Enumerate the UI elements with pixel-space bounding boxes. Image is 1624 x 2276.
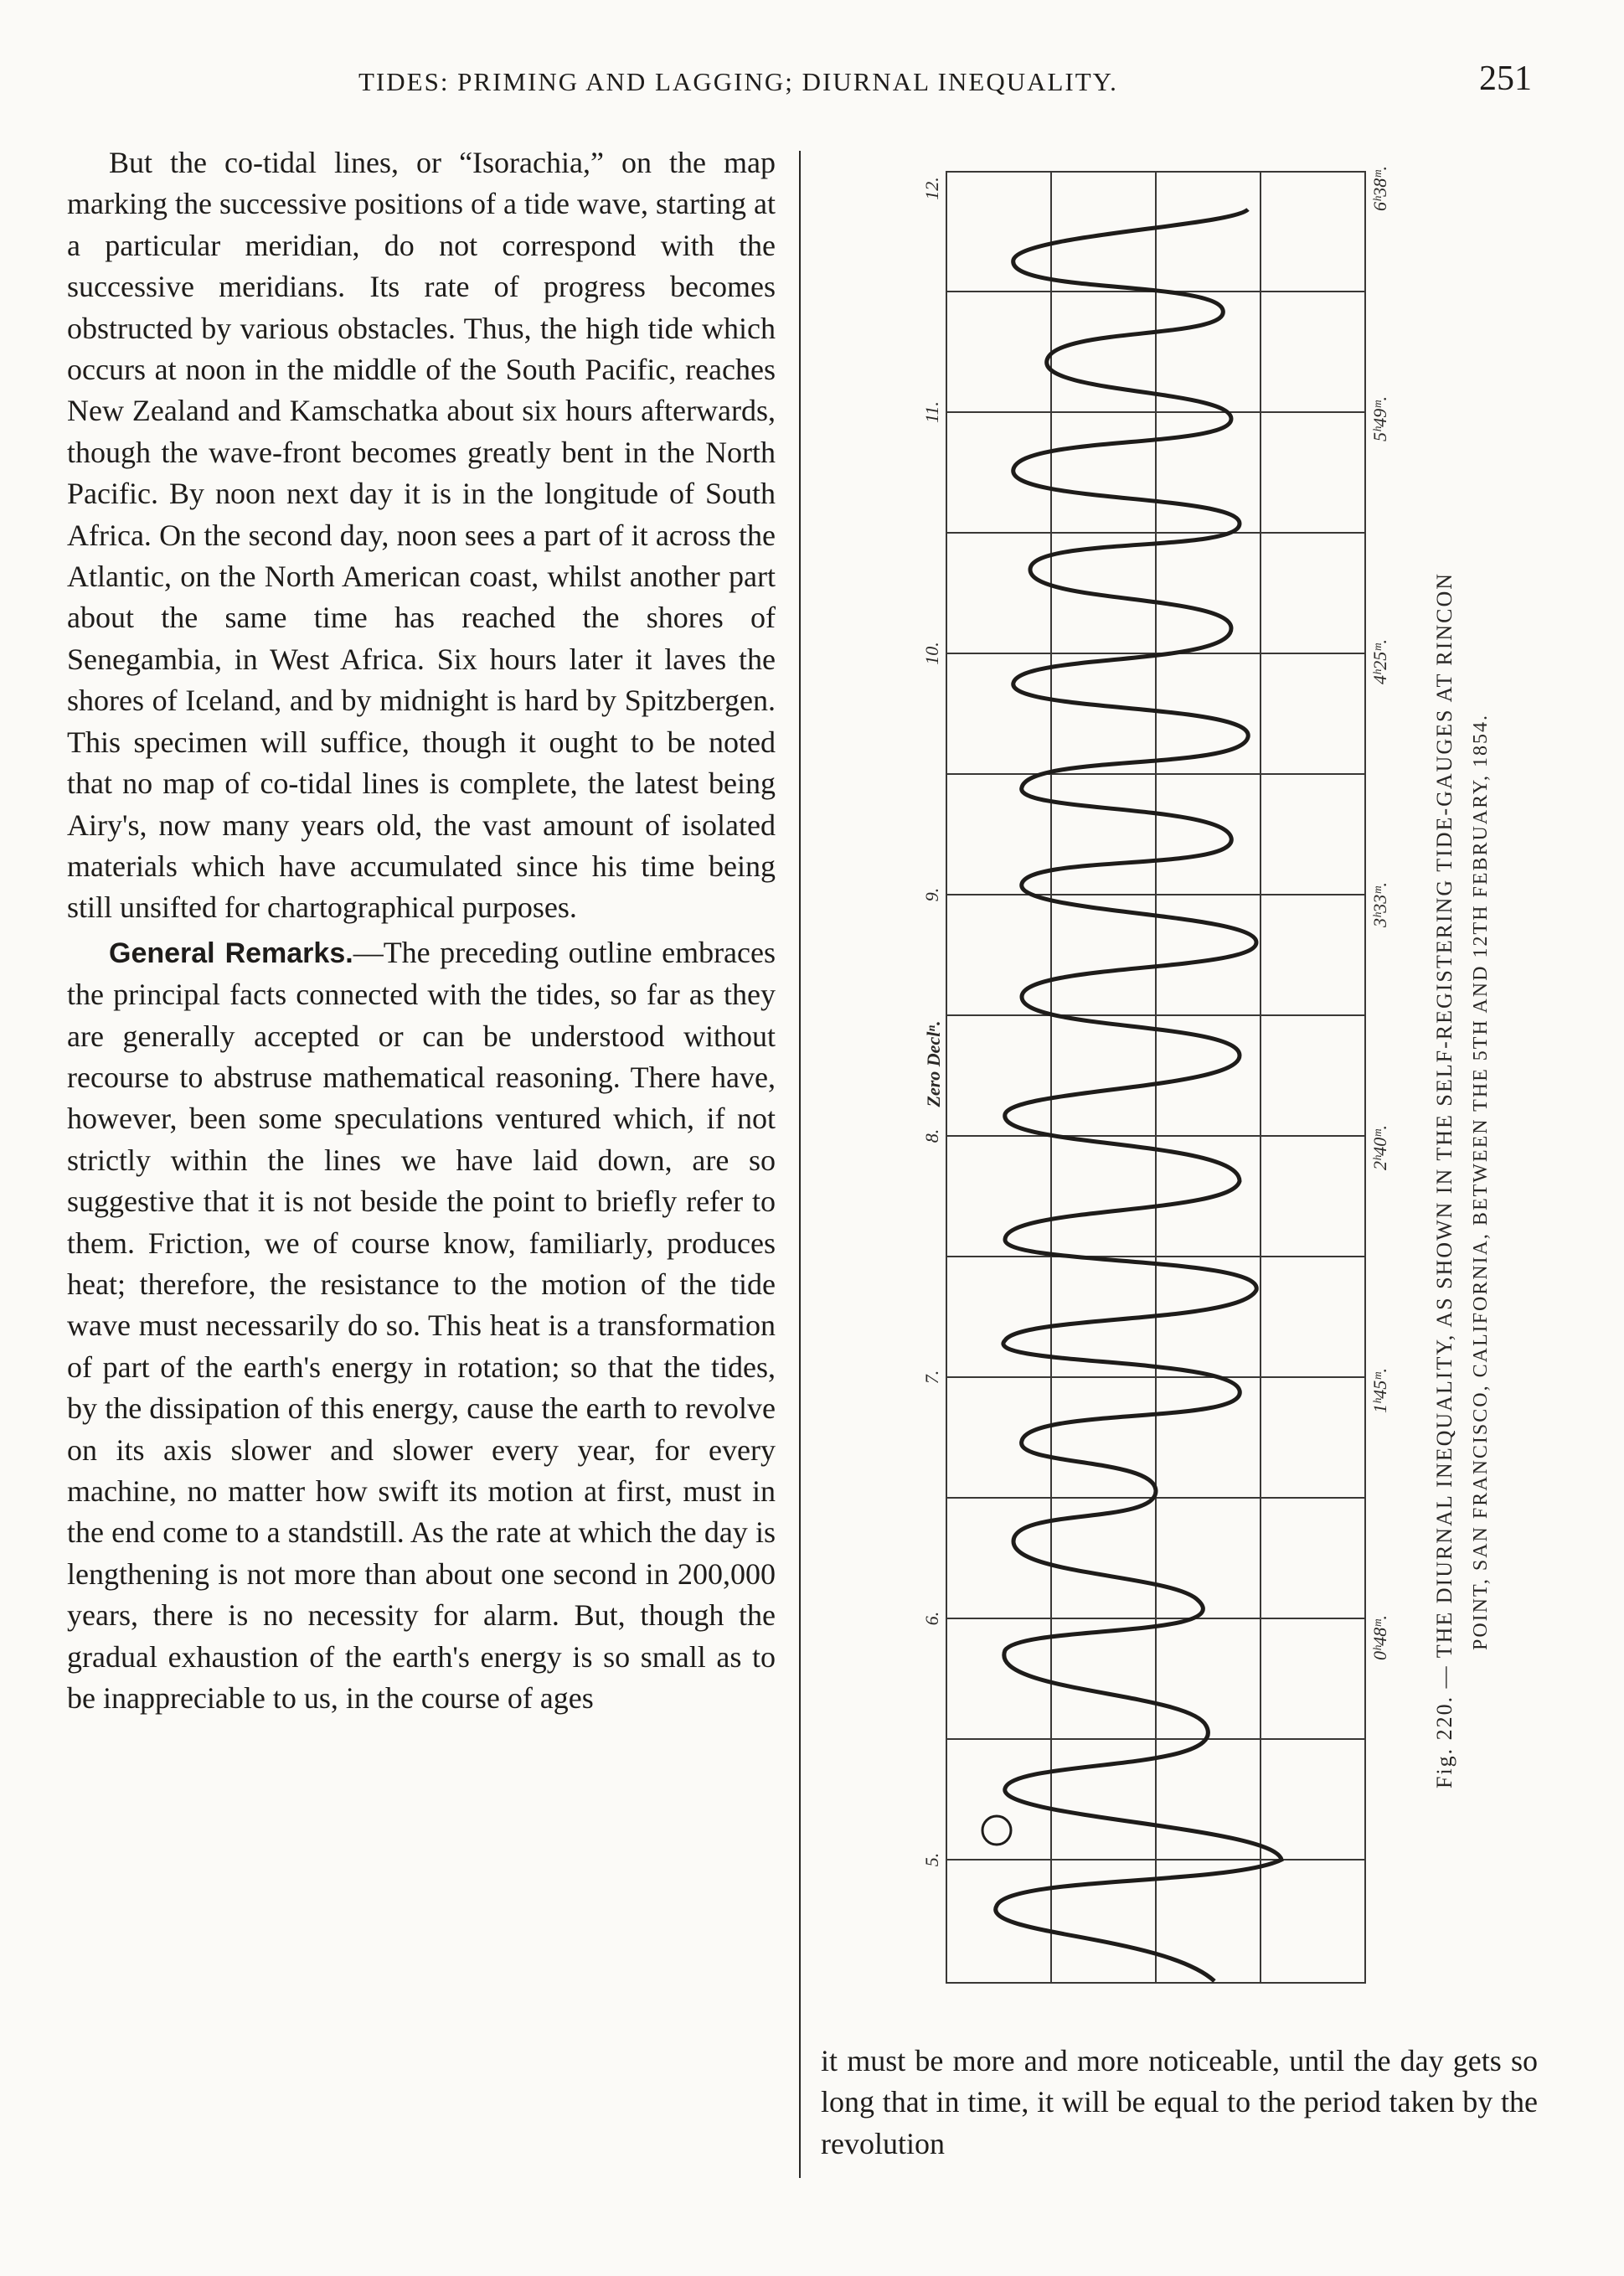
section-heading: General Remarks. <box>109 937 353 969</box>
time-label: 0ʰ48ᵐ. <box>1369 1615 1390 1660</box>
new-moon-symbol <box>982 1816 1011 1845</box>
time-label: 6ʰ38ᵐ. <box>1369 166 1390 211</box>
date-label: 11. <box>921 401 942 423</box>
tide-curve <box>996 209 1281 1981</box>
figure-caption-line-2: POINT, SAN FRANCISCO, CALIFORNIA, BETWEEN THE 5TH AND 12TH FEBRUARY, 1854. <box>1470 713 1492 1650</box>
page-header <box>0 50 1624 109</box>
date-label: 7. <box>921 1370 942 1385</box>
time-label: 5ʰ49ᵐ. <box>1369 396 1390 441</box>
left-column <box>67 142 776 1719</box>
time-label: 4ʰ25ᵐ. <box>1369 639 1390 684</box>
running-head: TIDES: PRIMING AND LAGGING; DIURNAL INEQUALITY. <box>358 67 1118 96</box>
time-label: 3ʰ33ᵐ. <box>1369 882 1390 927</box>
paragraph-body: —The preceding outline embraces the principal facts connected with the tides, so far as they are generally accepted or can be understood without recourse to abstruse mathematical reasoning. There have, however, been some speculations ventured which, if not strictly within the lines we have laid down, are so suggestive that it is not beside the point to briefly refer to them. Friction, we of course know, familiarly, produces heat; therefore, the resistance to the motion of the tide wave must necessarily do so. This heat is a transformation of part of the earth's energy in rotation; so that the tides, by the dissipation of this energy, cause the earth to revolve on its axis slower and slower every year, for every machine, no matter how swift its motion at first, must in the end come to a standstill. As the rate at which the day is lengthening is not more than about one second in 200,000 years, there is no necessity for alarm. But, though the gradual exhaustion of the earth's energy is so small as to be inappreciable to us, in the course of ages <box>67 935 776 1716</box>
date-label: 10. <box>921 642 942 665</box>
declination-label: Zero Declⁿ. <box>923 1020 944 1107</box>
paragraph-isorachia: But the co-tidal lines, or “Isorachia,” on the map marking the successive positions of a tide wave, starting at a particular meridian, do not correspond with the successive meridians. Its rate of progress becomes obstructed by various obstacles. Thus, the high tide which occurs at noon in the middle of the South Pacific, reaches New Zealand and Kamschatka about six hours afterwards, though the wave-front becomes greatly bent in the North Pacific. By noon next day it is in the longitude of South Africa. On the second day, noon sees a part of it across the Atlantic, on the North American coast, whilst another part about the same time has reached the shores of Senegambia, in West Africa. Six hours later it laves the shores of Iceland, and by midnight is hard by Spitzbergen. This specimen will suffice, though it ought to be noted that no map of co-tidal lines is complete, the latest being Airy's, now many years old, the vast amount of isolated materials which have accumulated since his time being still unsifted for chartographical purposes. <box>67 146 776 925</box>
paragraph-general-remarks <box>67 932 776 1720</box>
right-column-continuation: it must be more and more noticeable, until the day gets so long that in time, it will be equal to the period taken by the revolution <box>821 2044 1538 2160</box>
time-label: 1ʰ45ᵐ. <box>1369 1368 1390 1413</box>
page-number: 251 <box>1479 59 1532 98</box>
date-label: 5. <box>921 1852 942 1867</box>
tide-gauge-diagram <box>879 151 1516 1994</box>
column-divider <box>799 151 801 2178</box>
date-label: 9. <box>921 887 942 902</box>
date-label: 8. <box>921 1128 942 1143</box>
figure-caption-line-1: Fig. 220. — THE DIURNAL INEQUALITY, AS SHOWN IN THE SELF-REGISTERING TIDE-GAUGES AT RINCON <box>1432 571 1456 1788</box>
date-label: 12. <box>921 177 942 200</box>
time-label: 2ʰ40ᵐ. <box>1369 1125 1390 1170</box>
date-label: 6. <box>921 1611 942 1626</box>
tide-gauge-figure <box>879 151 1516 1994</box>
